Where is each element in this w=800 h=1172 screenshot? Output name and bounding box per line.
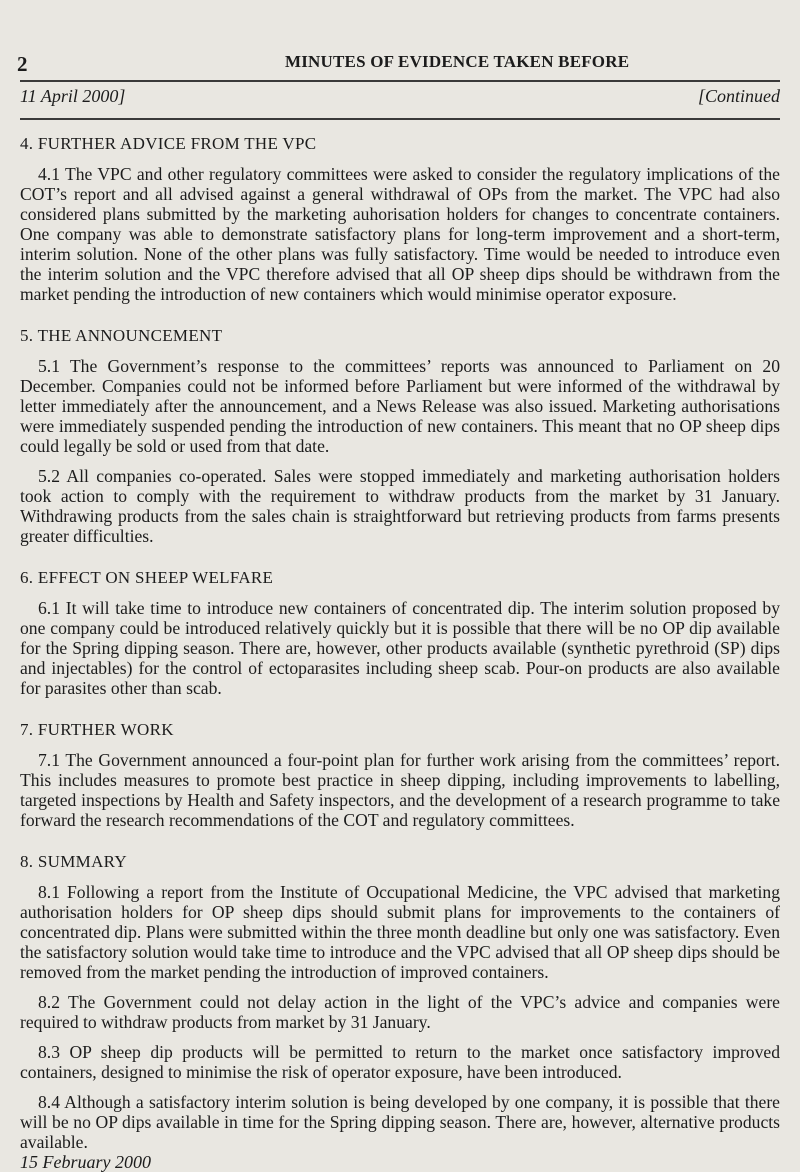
paragraph-8-4: 8.4 Although a satisfactory interim solution is being developed by one company, it is possible that there will be no OP dips available in time for the Spring dipping season. There are, however, alternative products available.	[20, 1092, 780, 1152]
section-heading-5: 5. THE ANNOUNCEMENT	[20, 326, 223, 345]
closing-date: 15 February 2000	[20, 1152, 151, 1172]
header-rule-top	[20, 80, 780, 82]
page-number: 2	[17, 52, 28, 76]
paragraph-8-2: 8.2 The Government could not delay action in the light of the VPC’s advice and companies were required to withdraw products from market by 31 January.	[20, 992, 780, 1032]
section-heading-4: 4. FURTHER ADVICE FROM THE VPC	[20, 134, 317, 153]
header-continued: [Continued	[697, 86, 780, 106]
header-date: 11 April 2000]	[20, 86, 126, 106]
paragraph-8-1: 8.1 Following a report from the Institute of Occupational Medicine, the VPC advised that marketing authorisation holders for OP sheep dips should submit plans for improvements to the containers of concentrated dip. Plans were submitted within the three month deadline but only one was satisfactory. Even the satisfactory solution would take time to introduce and the VPC advised that all OP sheep dips should be removed from the market pending the introduction of improved containers.	[20, 882, 780, 982]
paragraph-5-2: 5.2 All companies co-operated. Sales were stopped immediately and marketing authorisation holders took action to comply with the requirement to withdraw products from the market by 31 January. Withdrawing products from the sales chain is straightforward but retrieving products from farms presents greater difficulties.	[20, 466, 780, 546]
paragraph-6-1: 6.1 It will take time to introduce new containers of concentrated dip. The interim solution proposed by one company could be introduced relatively quickly but it is possible that there will be no OP dip available for the Spring dipping season. There are, however, other products available (synthetic pyrethroid (SP) dips and injectables) for the control of ectoparasites including sheep scab. Pour-on products are also available for parasites other than scab.	[20, 598, 780, 698]
header-rule-bottom	[20, 118, 780, 120]
section-heading-6: 6. EFFECT ON SHEEP WELFARE	[20, 568, 274, 587]
paragraph-7-1: 7.1 The Government announced a four-point plan for further work arising from the committees’ report. This includes measures to promote best practice in sheep dipping, including improvements to labelling, targeted inspections by Health and Safety inspectors, and the development of a research programme to take forward the research recommendations of the COT and regulatory committees.	[20, 750, 780, 830]
section-heading-8: 8. SUMMARY	[20, 852, 127, 871]
running-header-title: MINUTES OF EVIDENCE TAKEN BEFORE	[285, 52, 630, 71]
section-heading-7: 7. FURTHER WORK	[20, 720, 174, 739]
paragraph-4-1: 4.1 The VPC and other regulatory committees were asked to consider the regulatory implications of the COT’s report and all advised against a general withdrawal of OPs from the market. The VPC had also considered plans submitted by the marketing auhorisation holders for changes to concentrate containers. One company was able to demonstrate satisfactory plans for long-term improvement and a short-term, interim solution. None of the other plans was fully satisfactory. Time would be needed to introduce even the interim solution and the VPC therefore advised that all OP sheep dips should be withdrawn from the market pending the introduction of new containers which would minimise operator exposure.	[20, 164, 780, 304]
document-body	[20, 134, 780, 1172]
paragraph-5-1: 5.1 The Government’s response to the committees’ reports was announced to Parliament on 20 December. Companies could not be informed before Parliament but were informed of the withdrawal by letter immediately after the announcement, and a News Release was also issued. Marketing authorisations were immediately suspended pending the introduction of new containers. This meant that no OP sheep dips could legally be sold or used from that date.	[20, 356, 780, 456]
paragraph-8-3: 8.3 OP sheep dip products will be permitted to return to the market once satisfactory improved containers, designed to minimise the risk of operator exposure, have been introduced.	[20, 1042, 780, 1082]
